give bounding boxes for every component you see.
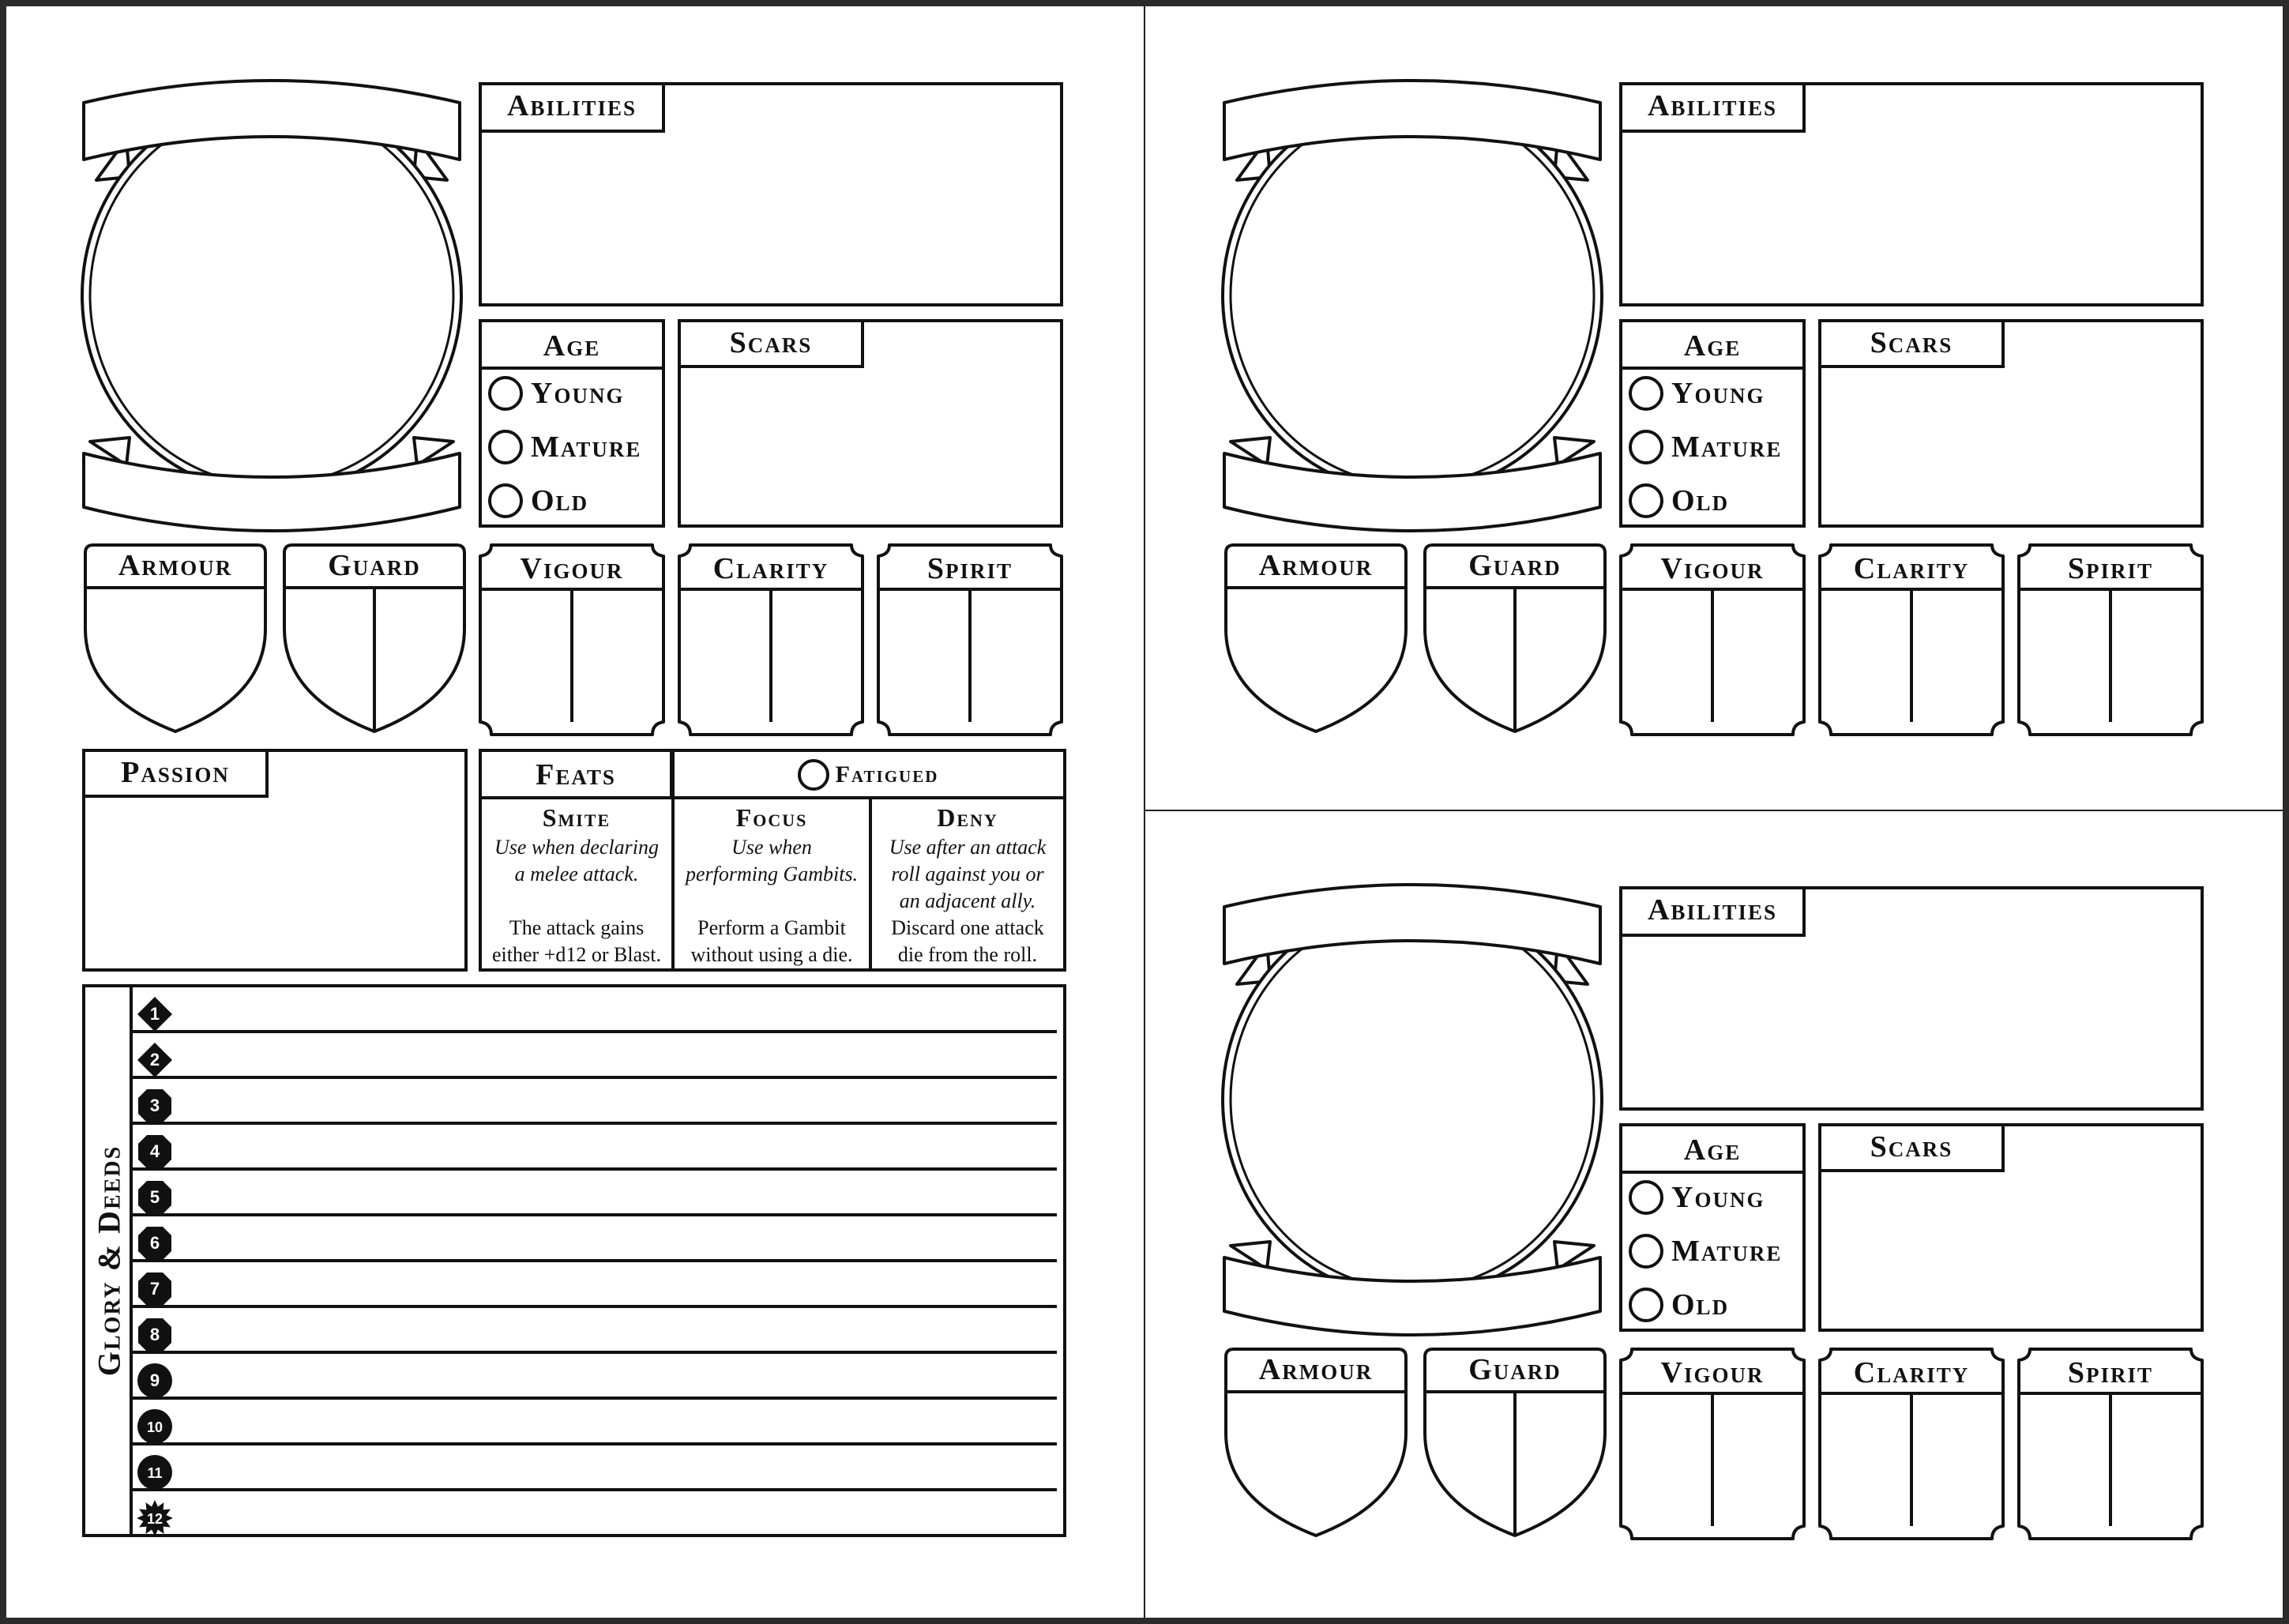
deed-number-badge-icon [136, 1041, 174, 1079]
deed-row[interactable] [133, 1216, 1057, 1262]
abilities-label: Abilities [479, 82, 665, 133]
feat-focus-when [675, 834, 869, 915]
deed-number: 12 [146, 1511, 164, 1527]
feat-focus [675, 803, 869, 968]
old-label: Old [1671, 484, 1730, 517]
age-box [1619, 319, 1806, 528]
young-label: Young [531, 377, 625, 410]
spirit-stat[interactable] [2017, 1348, 2204, 1540]
feat-smite-when-line: a melee attack. [514, 863, 639, 885]
feat-smite-effect-line: The attack gains [509, 916, 645, 939]
portrait-frame [82, 82, 477, 524]
guard-stat[interactable] [281, 542, 468, 736]
age-option-old[interactable] [1629, 479, 1729, 523]
vigour-stat[interactable] [1619, 543, 1806, 736]
age-option-mature[interactable] [1629, 1229, 1782, 1273]
deed-number-badge-icon [136, 1270, 174, 1308]
deed-number-badge-icon [136, 1133, 174, 1171]
young-radio[interactable] [1629, 376, 1663, 411]
deed-number-badge-icon [136, 1087, 174, 1125]
deed-row[interactable] [133, 1262, 1057, 1308]
fatigued-toggle[interactable] [673, 752, 1063, 798]
feat-focus-effect-line: without using a die. [690, 943, 853, 966]
young-radio[interactable] [488, 376, 523, 411]
age-option-young[interactable] [488, 371, 624, 415]
guard-label: Guard [1468, 549, 1562, 582]
feat-focus-when-line: performing Gambits. [685, 863, 859, 885]
guard-stat[interactable] [1422, 1346, 1608, 1540]
clarity-label: Clarity [1853, 552, 1970, 585]
scars-label: Scars [678, 319, 864, 368]
glory-deeds-box [82, 984, 1066, 1537]
deed-number: 8 [149, 1325, 160, 1344]
abilities-label: Abilities [1619, 886, 1806, 937]
scars-box[interactable] [1818, 319, 2204, 528]
deed-row[interactable] [133, 987, 1057, 1033]
deed-row[interactable] [133, 1079, 1057, 1125]
deed-number: 2 [149, 1050, 160, 1070]
age-option-young[interactable] [1629, 371, 1765, 415]
deed-number: 7 [149, 1279, 160, 1299]
clarity-stat[interactable] [1818, 1348, 2005, 1540]
clarity-label: Clarity [712, 552, 829, 585]
armour-stat[interactable] [1223, 542, 1409, 736]
feats-box [479, 749, 1066, 972]
fatigued-label: Fatigued [835, 761, 939, 788]
feats-title: Feats [482, 752, 673, 798]
deed-row[interactable] [133, 1125, 1057, 1171]
feat-focus-when-line: Use when [731, 836, 812, 859]
feat-deny-name: Deny [937, 803, 998, 832]
passion-box[interactable] [82, 749, 468, 972]
age-option-mature[interactable] [1629, 425, 1782, 469]
spirit-stat[interactable] [2017, 543, 2204, 736]
spirit-label: Spirit [2067, 552, 2154, 585]
mature-radio[interactable] [1629, 1234, 1663, 1269]
armour-label: Armour [1258, 1353, 1374, 1386]
armour-label: Armour [118, 549, 233, 582]
old-radio[interactable] [1629, 483, 1663, 518]
vigour-stat[interactable] [479, 543, 665, 736]
abilities-box[interactable] [1619, 886, 2204, 1111]
deed-row[interactable] [133, 1171, 1057, 1216]
guard-label: Guard [328, 549, 421, 582]
character-card-top-right [1223, 82, 2210, 746]
fatigued-radio[interactable] [798, 759, 829, 791]
abilities-box[interactable] [1619, 82, 2204, 306]
deed-row[interactable] [133, 1445, 1057, 1491]
feat-smite-effect-line: either +d12 or Blast. [492, 943, 661, 966]
feat-deny-effect-line: Discard one attack [891, 916, 1044, 939]
clarity-label: Clarity [1853, 1356, 1970, 1389]
feat-focus-effect [675, 915, 869, 968]
feat-deny-when [872, 834, 1063, 915]
deed-number-badge-icon [136, 995, 174, 1033]
page-divider-horizontal [1145, 810, 2283, 811]
deed-row[interactable] [133, 1308, 1057, 1354]
deed-number: 1 [149, 1004, 160, 1024]
deed-number-badge-icon [136, 1362, 174, 1400]
deed-number-badge-icon [136, 1316, 174, 1354]
mature-label: Mature [531, 430, 642, 464]
feat-smite-when [482, 834, 671, 915]
feat-deny-when-line: Use after an attack [889, 836, 1047, 859]
feat-deny [872, 803, 1063, 968]
young-label: Young [1671, 1181, 1765, 1214]
deed-row[interactable] [133, 1491, 1057, 1537]
old-radio[interactable] [1629, 1288, 1663, 1322]
deed-number-badge-icon [136, 1408, 174, 1445]
scars-label: Scars [1818, 1123, 2005, 1172]
feats-header-rule [482, 796, 1063, 799]
armour-stat[interactable] [82, 542, 269, 736]
deed-number: 3 [149, 1096, 160, 1115]
age-option-mature[interactable] [488, 425, 641, 469]
armour-label: Armour [1258, 549, 1374, 582]
deed-row[interactable] [133, 1354, 1057, 1400]
feat-deny-effect [872, 915, 1063, 968]
age-label: Age [482, 325, 662, 370]
portrait-frame [1223, 82, 1618, 524]
feat-focus-name: Focus [735, 803, 808, 832]
feat-smite-name: Smite [542, 803, 611, 832]
age-option-old[interactable] [1629, 1283, 1729, 1327]
glory-title: Glory & Deeds [91, 1145, 127, 1377]
scars-box[interactable] [1818, 1123, 2204, 1332]
feat-smite-when-line: Use when declaring [494, 836, 659, 859]
deed-row[interactable] [133, 1400, 1057, 1445]
deed-number: 11 [147, 1465, 163, 1481]
mature-radio[interactable] [488, 430, 523, 464]
mature-label: Mature [1671, 430, 1783, 464]
deed-number-badge-icon [136, 1453, 174, 1491]
deed-number: 10 [146, 1419, 164, 1435]
age-box [479, 319, 665, 528]
vigour-stat[interactable] [1619, 1348, 1806, 1540]
feat-focus-effect-line: Perform a Gambit [697, 916, 846, 939]
portrait-frame [1223, 886, 1618, 1329]
spirit-label: Spirit [926, 552, 1013, 585]
deed-row[interactable] [133, 1033, 1057, 1079]
age-option-young[interactable] [1629, 1175, 1765, 1220]
passion-label: Passion [82, 749, 269, 798]
mature-label: Mature [1671, 1235, 1783, 1268]
deed-number: 6 [149, 1233, 160, 1253]
character-card-main [82, 82, 1069, 746]
spirit-stat[interactable] [877, 543, 1063, 736]
deed-number: 5 [149, 1187, 160, 1207]
scars-box[interactable] [678, 319, 1063, 528]
vigour-label: Vigour [520, 552, 624, 585]
guard-stat[interactable] [1422, 542, 1608, 736]
young-radio[interactable] [1629, 1180, 1663, 1215]
age-label: Age [1622, 1130, 1802, 1174]
feat-deny-effect-line: die from the roll. [897, 943, 1038, 966]
deed-number: 9 [149, 1370, 160, 1390]
glory-side-panel [85, 987, 133, 1534]
character-card-bottom-right [1223, 886, 2210, 1550]
page-divider-vertical [1144, 6, 1145, 1618]
guard-label: Guard [1468, 1353, 1562, 1386]
character-sheet-page [6, 6, 2283, 1618]
age-label: Age [1622, 325, 1802, 370]
age-option-old[interactable] [488, 479, 588, 523]
deed-number-badge-icon [136, 1179, 174, 1216]
feat-smite [482, 803, 671, 968]
mature-radio[interactable] [1629, 430, 1663, 464]
abilities-label: Abilities [1619, 82, 1806, 133]
deed-number-badge-icon [136, 1499, 174, 1537]
feat-smite-effect [482, 915, 671, 968]
clarity-stat[interactable] [1818, 543, 2005, 736]
abilities-box[interactable] [479, 82, 1063, 306]
old-label: Old [1671, 1288, 1730, 1321]
main-card-extras [82, 749, 1066, 1540]
feat-deny-when-line: an adjacent ally. [899, 889, 1036, 912]
old-radio[interactable] [488, 483, 523, 518]
vigour-label: Vigour [1660, 1356, 1765, 1389]
scars-label: Scars [1818, 319, 2005, 368]
young-label: Young [1671, 377, 1765, 410]
age-box [1619, 1123, 1806, 1332]
old-label: Old [531, 484, 589, 517]
spirit-label: Spirit [2067, 1356, 2154, 1389]
clarity-stat[interactable] [678, 543, 864, 736]
deed-number: 4 [149, 1141, 160, 1161]
feat-deny-when-line: roll against you or [891, 863, 1044, 885]
armour-stat[interactable] [1223, 1346, 1409, 1540]
deed-number-badge-icon [136, 1224, 174, 1262]
vigour-label: Vigour [1660, 552, 1765, 585]
